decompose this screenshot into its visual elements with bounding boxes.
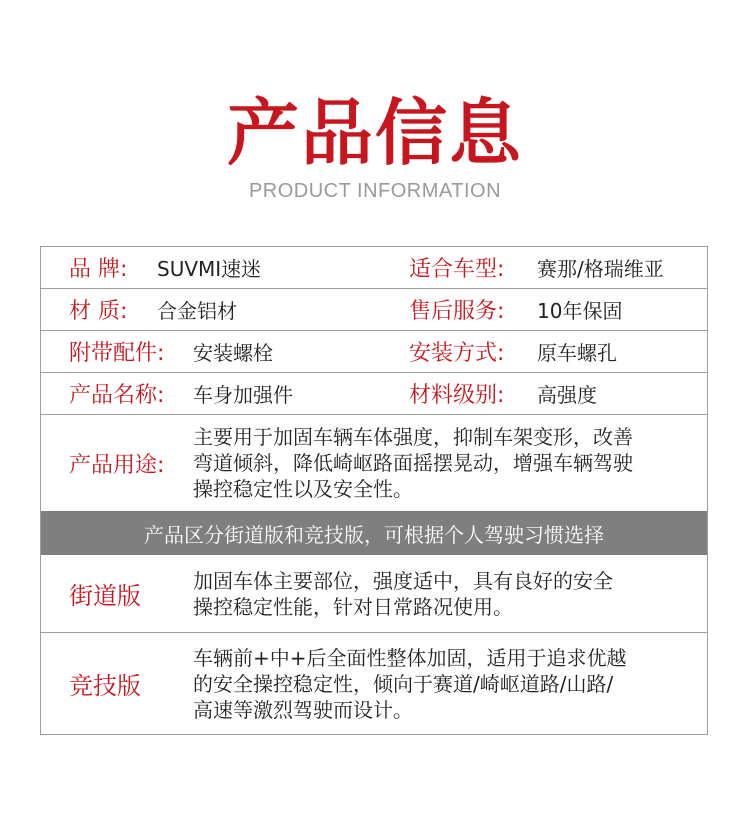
spec-value: 车身加强件	[193, 383, 293, 407]
usage-row	[41, 415, 707, 511]
page-title: 产品信息	[226, 91, 523, 175]
version-line: 车辆前+中+后全面性整体加固，适用于追求优越	[193, 645, 627, 670]
spec-row	[41, 289, 707, 331]
version-row-street	[41, 555, 707, 633]
version-row-race	[41, 633, 707, 734]
spec-label: 售后服务:	[409, 299, 505, 324]
version-label: 竞技版	[69, 672, 141, 700]
spec-label: 材 质:	[69, 299, 128, 324]
spec-value: 合金铝材	[157, 299, 237, 323]
version-text	[193, 555, 613, 632]
spec-row	[41, 247, 707, 289]
usage-line: 弯道倾斜，降低崎岖路面摇摆晃动，增强车辆驾驶	[193, 451, 633, 475]
version-line: 的安全操控稳定性，倾向于赛道/崎岖道路/山路/	[193, 671, 614, 696]
spec-label: 品 牌:	[69, 257, 128, 282]
spec-label: 附带配件:	[69, 341, 165, 366]
spec-value: 原车螺孔	[537, 341, 617, 365]
spec-value: 高强度	[537, 383, 597, 407]
spec-label: 材料级别:	[409, 383, 505, 408]
usage-label: 产品用途:	[69, 452, 165, 478]
spec-value: SUVMI速迷	[157, 257, 262, 281]
version-line: 加固车体主要部位，强度适中，具有良好的安全	[193, 568, 613, 593]
spec-row	[41, 331, 707, 373]
spec-label: 适合车型:	[409, 257, 505, 282]
spec-value: 10年保固	[537, 299, 623, 323]
spec-value: 赛那/格瑞维亚	[537, 257, 664, 281]
version-text	[193, 633, 627, 734]
spec-row	[41, 373, 707, 415]
version-banner: 产品区分街道版和竞技版，可根据个人驾驶习惯选择	[41, 511, 707, 555]
version-line: 操控稳定性能，针对日常路况使用。	[193, 594, 513, 619]
spec-label: 产品名称:	[69, 383, 165, 408]
page-subtitle: PRODUCT INFORMATION	[248, 180, 502, 202]
version-label: 街道版	[69, 582, 141, 610]
usage-line: 主要用于加固车辆车体强度，抑制车架变形，改善	[193, 425, 633, 449]
version-line: 高速等激烈驾驶而设计。	[193, 697, 413, 722]
usage-text	[193, 415, 633, 511]
usage-line: 操控稳定性以及安全性。	[193, 477, 413, 501]
spec-value: 安装螺栓	[193, 341, 273, 365]
spec-table	[40, 246, 708, 735]
spec-label: 安装方式:	[409, 341, 505, 366]
